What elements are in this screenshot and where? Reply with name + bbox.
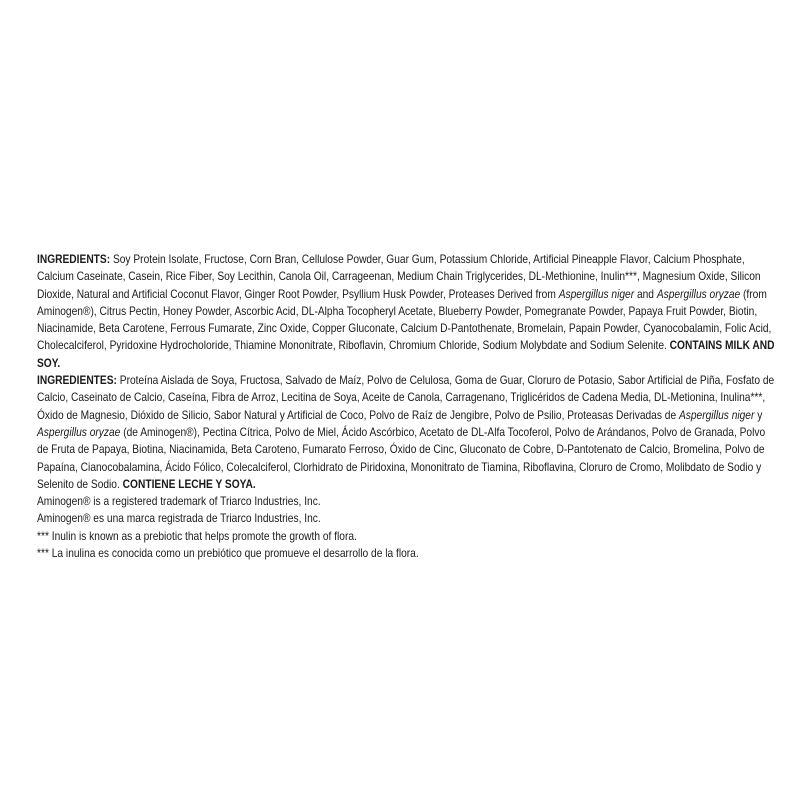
spanish-ingredients-text-1: Proteína Aislada de Soya, Fructosa, Salvado de Maíz, Polvo de Celulosa, Goma de Guar, Cloruro de Potasio, Sabor Artificial de Piña, Fosfato de Calcio, Caseinato de Calcio, Caseína, Fibra de Arroz, Lecitina de Soya, Aceite de Canola, Carragenano, Triglicéridos de Cadena Media, DL-Metionina, Inulina***, Óxido de Magnesio, Dióxido de Silicio, Sabor Natural y Artificial de Coco, Polvo de Raíz de Jengibre, Polvo de Psilio, Proteasas Derivadas de [37, 374, 775, 422]
english-allergen-statement: CONTAINS MILK AND SOY. [37, 339, 775, 370]
spanish-species-1: Aspergillus niger [678, 408, 755, 422]
english-ingredients [37, 251, 776, 372]
spanish-allergen-statement: CONTIENE LECHE Y SOYA. [122, 477, 256, 491]
english-ingredients-text-2: (from Aminogen®), Citrus Pectin, Honey Powder, Ascorbic Acid, DL-Alpha Tocopheryl Acetate, Blueberry Powder, Pomegranate Powder, Papaya Fruit Powder, Biotin, Niacinamide, Beta Carotene, Ferrous Fumarate, Zinc Oxide, Copper Gluconate, Calcium D-Pantothenate, Bromelain, Papain Powder, Cyanocobalamin, Folic Acid, Cholecalciferol, Pyridoxine Hydrocholoride, Thiamine Mononitrate, Riboflavin, Chromium Chloride, Sodium Molybdate and Sodium Selenite. [37, 287, 772, 353]
inulin-note-spanish: *** La inulina es conocida como un prebiótico que promueve el desarrollo de la flora. [37, 547, 419, 561]
english-ingredients-text-1: Soy Protein Isolate, Fructose, Corn Bran, Cellulose Powder, Guar Gum, Potassium Chloride, Artificial Pineapple Flavor, Calcium Phosphate, Calcium Caseinate, Casein, Rice Fiber, Soy Lecithin, Canola Oil, Carrageenan, Medium Chain Triglycerides, DL-Methionine, Inulin***, Magnesium Oxide, Silicon Dioxide, Natural and Artificial Coconut Flavor, Ginger Root Powder, Psyllium Husk Powder, Proteases Derived from [37, 253, 761, 301]
trademark-note-english: Aminogen® is a registered trademark of Triarco Industries, Inc. [37, 495, 321, 509]
english-species-2: Aspergillus oryzae [656, 287, 741, 301]
english-heading: INGREDIENTS: [37, 253, 111, 266]
spanish-ingredients-text-2: (de Aminogen®), Pectina Cítrica, Polvo de Miel, Ácido Ascórbico, Acetato de DL-Alfa Tocoferol, Polvo de Arándanos, Polvo de Granada, Polvo de Fruta de Papaya, Biotina, Niacinamida, Beta Caroteno, Fumarato Ferroso, Óxido de Cinc, Gluconato de Cobre, D-Pantotenato de Calcio, Bromelina, Polvo de Papaína, Cianocobalamina, Ácido Fólico, Colecalciferol, Clorhidrato de Piridoxina, Mononitrato de Tiamina, Riboflavina, Cloruro de Cromo, Molibdato de Sodio y Selenito de Sodio. [37, 425, 766, 491]
english-species-1: Aspergillus niger [558, 287, 635, 301]
spanish-heading: INGREDIENTES: [37, 374, 117, 388]
english-connector: and [634, 287, 657, 301]
spanish-ingredients [37, 372, 776, 493]
spanish-connector: y [754, 408, 763, 422]
trademark-note-spanish: Aminogen® es una marca registrada de Triarco Industries, Inc. [37, 512, 321, 526]
spanish-species-2: Aspergillus oryzae [37, 425, 121, 439]
ingredients-label [37, 251, 776, 562]
inulin-note-english: *** Inulin is known as a prebiotic that helps promote the growth of flora. [37, 529, 357, 543]
